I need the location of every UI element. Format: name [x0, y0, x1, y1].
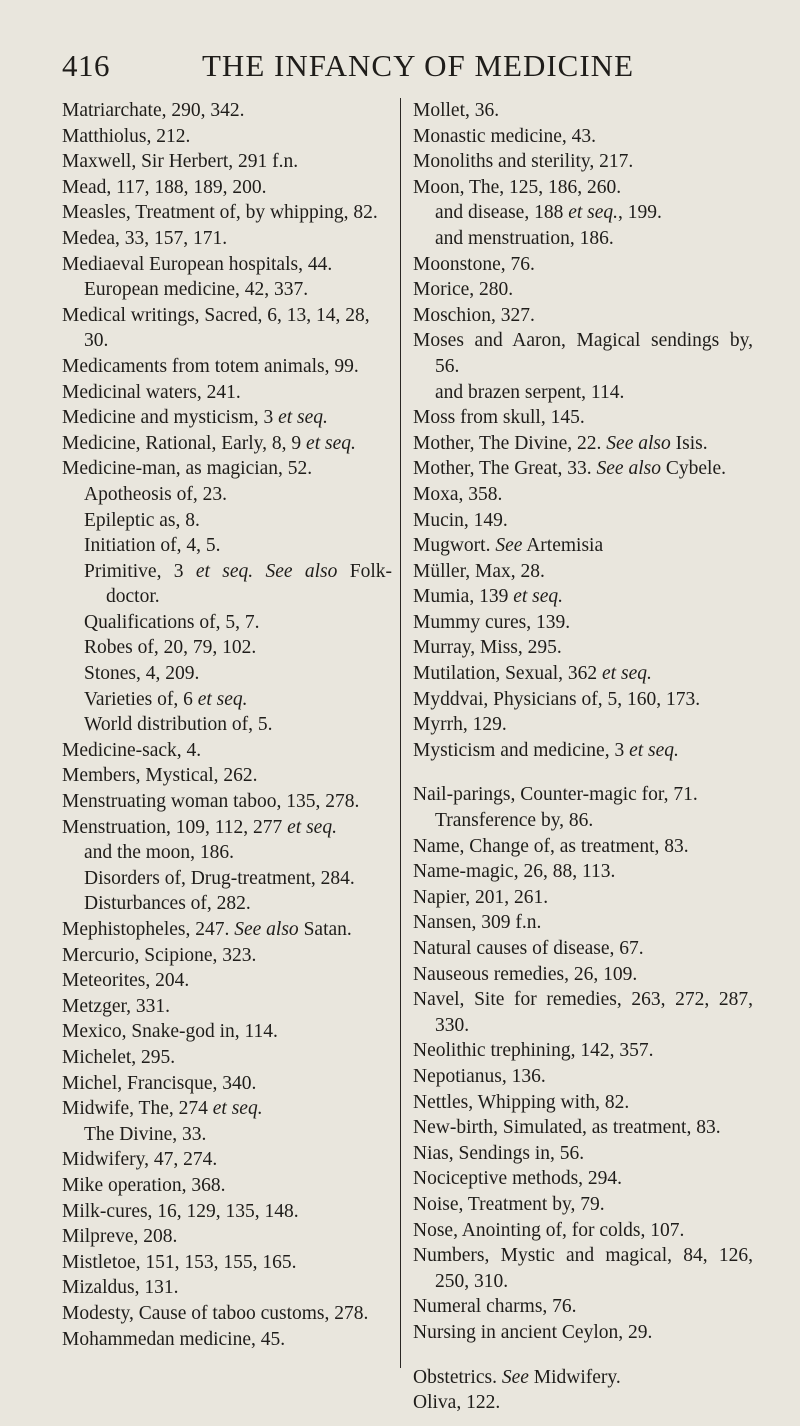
- index-entry: [413, 328, 753, 379]
- entry-text: Midwifery.: [528, 1366, 621, 1388]
- index-entry: [413, 533, 753, 559]
- index-subentry: [62, 840, 392, 866]
- entry-text: Midwifery, 47, 274.: [62, 1149, 218, 1171]
- index-subentry: [62, 866, 392, 892]
- entry-text: Myrrh, 129.: [413, 714, 507, 736]
- entry-text: The Divine, 33.: [84, 1123, 207, 1145]
- index-entry: [62, 431, 392, 457]
- entry-text: Mugwort.: [413, 535, 496, 557]
- index-entry: [62, 149, 392, 175]
- entry-text: Moxa, 358.: [413, 483, 503, 505]
- index-entry: [62, 943, 392, 969]
- index-entry: [62, 1327, 392, 1353]
- index-entry: [62, 815, 392, 841]
- index-entry: [62, 354, 392, 380]
- index-subentry: [62, 533, 392, 559]
- index-entry: [62, 738, 392, 764]
- entry-text: Medicine-man, as magician, 52.: [62, 458, 313, 480]
- index-entry: [62, 124, 392, 150]
- entry-text: New-birth, Simulated, as treatment, 83.: [413, 1117, 721, 1139]
- entry-text: Menstruation, 109, 112, 277: [62, 816, 288, 838]
- index-subentry: [62, 635, 392, 661]
- index-entry: [413, 559, 753, 585]
- index-subentry: [62, 277, 392, 303]
- entry-text: Mucin, 149.: [413, 509, 508, 531]
- entry-text: Transference by, 86.: [435, 810, 594, 832]
- index-entry: [62, 1199, 392, 1225]
- entry-text: Meteorites, 204.: [62, 970, 190, 992]
- index-entry: [413, 124, 753, 150]
- entry-text: Moonstone, 76.: [413, 253, 535, 275]
- entry-text: Folk-doctor.: [106, 560, 392, 608]
- entry-text: Cybele.: [660, 458, 726, 480]
- entry-text: Moon, The, 125, 186, 260.: [413, 176, 622, 198]
- entry-text: European medicine, 42, 337.: [84, 279, 309, 301]
- entry-text: Milpreve, 208.: [62, 1226, 178, 1248]
- index-entry: [413, 1166, 753, 1192]
- index-subentry: [413, 200, 753, 226]
- index-entry: [62, 252, 392, 278]
- entry-text: Medea, 33, 157, 171.: [62, 227, 228, 249]
- entry-text: Mother, The Divine, 22.: [413, 432, 607, 454]
- index-entry: [413, 834, 753, 860]
- index-entry: [413, 910, 753, 936]
- letter-group-gap: [413, 763, 753, 782]
- entry-text: Isis.: [670, 432, 708, 454]
- entry-text: and brazen serpent, 114.: [435, 381, 625, 403]
- entry-text: Nursing in ancient Ceylon, 29.: [413, 1321, 653, 1343]
- index-subentry: [413, 226, 753, 252]
- index-entry: [413, 1038, 753, 1064]
- entry-text: [253, 561, 265, 582]
- column-divider: [400, 98, 401, 1368]
- index-entry: [62, 98, 392, 124]
- index-entry: [62, 1250, 392, 1276]
- entry-italic-text: et seq.: [212, 1098, 263, 1120]
- index-subentry: [413, 380, 753, 406]
- entry-text: Obstetrics.: [413, 1366, 502, 1388]
- index-entry: [413, 987, 753, 1038]
- index-entry: [413, 252, 753, 278]
- index-subentry: [62, 559, 392, 610]
- entry-text: Numbers, Mystic and magical, 84, 126, 250, 310.: [413, 1245, 753, 1292]
- entry-text: Myddvai, Physicians of, 5, 160, 173.: [413, 688, 701, 710]
- index-entry: [413, 1064, 753, 1090]
- entry-text: Michel, Francisque, 340.: [62, 1072, 257, 1094]
- entry-text: Mummy cures, 139.: [413, 611, 571, 633]
- index-entry: [413, 1390, 753, 1416]
- index-entry: [413, 782, 753, 808]
- index-entry: [413, 936, 753, 962]
- index-entry: [413, 1243, 753, 1294]
- entry-italic-text: et seq.: [568, 202, 619, 224]
- entry-text: Medicaments from totem animals, 99.: [62, 355, 359, 377]
- entry-text: Mohammedan medicine, 45.: [62, 1328, 286, 1350]
- index-subentry: [62, 1122, 392, 1148]
- entry-italic-text: See also: [265, 560, 338, 582]
- index-entry: [413, 1141, 753, 1167]
- entry-italic-text: et seq.: [287, 816, 337, 838]
- entry-text: Mysticism and medicine, 3: [413, 739, 630, 761]
- entry-text: Apotheosis of, 23.: [84, 483, 227, 505]
- entry-text: Mead, 117, 188, 189, 200.: [62, 176, 267, 198]
- index-column-right: [413, 98, 753, 1416]
- entry-text: Nias, Sendings in, 56.: [413, 1142, 585, 1164]
- entry-text: Measles, Treatment of, by whipping, 82.: [62, 202, 378, 224]
- entry-text: Moschion, 327.: [413, 304, 535, 326]
- entry-text: and disease, 188: [435, 202, 569, 224]
- entry-text: Disturbances of, 282.: [84, 893, 251, 915]
- index-entry: [62, 456, 392, 482]
- entry-text: Medicine-sack, 4.: [62, 739, 202, 761]
- entry-text: Mediaeval European hospitals, 44.: [62, 253, 333, 275]
- entry-text: Oliva, 122.: [413, 1392, 501, 1414]
- index-entry: [413, 456, 753, 482]
- index-entry: [413, 1294, 753, 1320]
- entry-text: Neolithic trephining, 142, 357.: [413, 1040, 654, 1062]
- index-entry: [413, 635, 753, 661]
- index-subentry: [62, 687, 392, 713]
- entry-text: Mistletoe, 151, 153, 155, 165.: [62, 1251, 297, 1273]
- entry-text: Mother, The Great, 33.: [413, 458, 597, 480]
- entry-text: and the moon, 186.: [84, 842, 235, 864]
- index-entry: [62, 1275, 392, 1301]
- entry-text: Medical writings, Sacred, 6, 13, 14, 28, 30.: [62, 304, 370, 352]
- entry-text: Medicine and mysticism, 3: [62, 407, 279, 429]
- index-subentry: [62, 661, 392, 687]
- entry-text: Members, Mystical, 262.: [62, 765, 258, 787]
- entry-italic-text: et seq.: [278, 407, 328, 429]
- index-entry: [413, 661, 753, 687]
- entry-text: Natural causes of disease, 67.: [413, 938, 644, 959]
- entry-text: Mizaldus, 131.: [62, 1277, 179, 1299]
- index-entry: [413, 98, 753, 124]
- index-entry: [413, 584, 753, 610]
- entry-text: Name, Change of, as treatment, 83.: [413, 835, 689, 857]
- entry-italic-text: et seq.: [195, 560, 254, 582]
- index-entry: [62, 405, 392, 431]
- index-entry: [413, 277, 753, 303]
- index-entry: [413, 431, 753, 457]
- index-entry: [62, 1019, 392, 1045]
- entry-italic-text: et seq.: [197, 688, 248, 710]
- index-entry: [413, 1320, 753, 1346]
- index-entry: [413, 405, 753, 431]
- entry-text: Nail-parings, Counter-magic for, 71.: [413, 784, 698, 806]
- index-entry: [62, 1224, 392, 1250]
- entry-text: Moses and Aaron, Magical sendings by, 56.: [413, 330, 753, 377]
- entry-italic-text: See also: [596, 458, 661, 480]
- entry-text: Midwife, The, 274: [62, 1098, 213, 1120]
- entry-text: , 199.: [618, 202, 662, 224]
- index-subentry: [62, 508, 392, 534]
- entry-italic-text: See: [501, 1366, 529, 1388]
- index-subentry: [413, 808, 753, 834]
- entry-text: Navel, Site for remedies, 263, 272, 287, 330.: [413, 989, 753, 1036]
- entry-text: Robes of, 20, 79, 102.: [84, 637, 257, 659]
- index-entry: [413, 738, 753, 764]
- entry-italic-text: See also: [234, 919, 299, 940]
- index-entry: [413, 1090, 753, 1116]
- entry-text: Varieties of, 6: [84, 688, 198, 710]
- entry-text: Mike operation, 368.: [62, 1174, 226, 1196]
- entry-text: Initiation of, 4, 5.: [84, 535, 221, 557]
- entry-text: Milk-cures, 16, 129, 135, 148.: [62, 1200, 299, 1222]
- entry-text: Murray, Miss, 295.: [413, 637, 562, 659]
- entry-text: Medicinal waters, 241.: [62, 381, 241, 403]
- index-entry: [62, 200, 392, 226]
- entry-text: Mephistopheles, 247.: [62, 919, 235, 940]
- entry-text: Satan.: [298, 919, 352, 940]
- entry-text: Monoliths and sterility, 217.: [413, 151, 634, 173]
- entry-text: Primitive, 3: [84, 560, 196, 582]
- index-entry: [62, 968, 392, 994]
- index-entry: [62, 994, 392, 1020]
- entry-text: Moss from skull, 145.: [413, 407, 585, 429]
- entry-italic-text: et seq.: [629, 739, 679, 761]
- index-entry: [62, 1071, 392, 1097]
- entry-text: Müller, Max, 28.: [413, 560, 545, 582]
- entry-text: Morice, 280.: [413, 279, 514, 301]
- index-entry: [62, 1301, 392, 1327]
- index-entry: [62, 917, 392, 943]
- index-entry: [62, 1096, 392, 1122]
- entry-text: and menstruation, 186.: [435, 227, 614, 249]
- index-entry: [62, 1045, 392, 1071]
- index-entry: [62, 303, 392, 354]
- running-title: THE INFANCY OF MEDICINE: [202, 48, 635, 83]
- entry-italic-text: et seq.: [306, 432, 356, 454]
- entry-text: Michelet, 295.: [62, 1046, 176, 1068]
- index-entry: [413, 962, 753, 988]
- entry-italic-text: See also: [606, 432, 671, 454]
- entry-text: Nepotianus, 136.: [413, 1065, 546, 1087]
- index-entry: [62, 175, 392, 201]
- index-subentry: [62, 712, 392, 738]
- running-header: [62, 48, 752, 88]
- entry-text: Maxwell, Sir Herbert, 291 f.n.: [62, 151, 299, 173]
- entry-text: Qualifications of, 5, 7.: [84, 611, 260, 633]
- entry-text: Nettles, Whipping with, 82.: [413, 1091, 630, 1113]
- index-entry: [62, 380, 392, 406]
- index-entry: [413, 687, 753, 713]
- index-entry: [62, 1173, 392, 1199]
- page-number: 416: [62, 48, 110, 83]
- index-entry: [413, 482, 753, 508]
- index-entry: [413, 885, 753, 911]
- entry-text: Disorders of, Drug-treatment, 284.: [84, 867, 355, 889]
- entry-text: Menstruating woman taboo, 135, 278.: [62, 791, 360, 813]
- entry-text: Numeral charms, 76.: [413, 1296, 577, 1318]
- entry-text: Mexico, Snake-god in, 114.: [62, 1021, 278, 1043]
- index-subentry: [62, 610, 392, 636]
- index-entry: [413, 175, 753, 201]
- index-entry: [413, 610, 753, 636]
- entry-text: Nose, Anointing of, for colds, 107.: [413, 1219, 685, 1241]
- index-subentry: [62, 482, 392, 508]
- entry-italic-text: See: [495, 535, 523, 557]
- entry-text: Mutilation, Sexual, 362: [413, 663, 603, 685]
- entry-text: Nauseous remedies, 26, 109.: [413, 963, 638, 985]
- index-entry: [413, 508, 753, 534]
- entry-italic-text: et seq.: [602, 663, 652, 685]
- index-entry: [413, 712, 753, 738]
- entry-text: Medicine, Rational, Early, 8, 9: [62, 432, 307, 454]
- index-entry: [62, 226, 392, 252]
- entry-text: Matthiolus, 212.: [62, 125, 191, 147]
- index-entry: [413, 149, 753, 175]
- entry-text: Monastic medicine, 43.: [413, 125, 597, 147]
- entry-text: Epileptic as, 8.: [84, 509, 200, 531]
- letter-group-gap: [413, 1346, 753, 1365]
- index-entry: [62, 1147, 392, 1173]
- entry-text: Modesty, Cause of taboo customs, 278.: [62, 1302, 369, 1324]
- entry-text: Mumia, 139: [413, 586, 514, 608]
- entry-italic-text: et seq.: [513, 586, 564, 608]
- index-entry: [413, 303, 753, 329]
- entry-text: Noise, Treatment by, 79.: [413, 1193, 605, 1215]
- index-column-left: [62, 98, 392, 1352]
- index-entry: [413, 1192, 753, 1218]
- entry-text: Name-magic, 26, 88, 113.: [413, 861, 616, 883]
- entry-text: Metzger, 331.: [62, 995, 171, 1017]
- index-entry: [413, 1365, 753, 1391]
- entry-text: Napier, 201, 261.: [413, 886, 549, 908]
- entry-text: World distribution of, 5.: [84, 714, 273, 736]
- entry-text: Nociceptive methods, 294.: [413, 1168, 623, 1190]
- entry-text: Mercurio, Scipione, 323.: [62, 944, 257, 966]
- entry-text: Artemisia: [522, 535, 604, 557]
- index-entry: [413, 1115, 753, 1141]
- entry-text: Mollet, 36.: [413, 100, 500, 121]
- index-entry: [413, 1218, 753, 1244]
- index-entry: [413, 859, 753, 885]
- entry-text: Stones, 4, 209.: [84, 663, 200, 685]
- entry-text: Matriarchate, 290, 342.: [62, 100, 245, 121]
- index-entry: [62, 763, 392, 789]
- index-entry: [62, 789, 392, 815]
- index-subentry: [62, 891, 392, 917]
- entry-text: Nansen, 309 f.n.: [413, 912, 542, 934]
